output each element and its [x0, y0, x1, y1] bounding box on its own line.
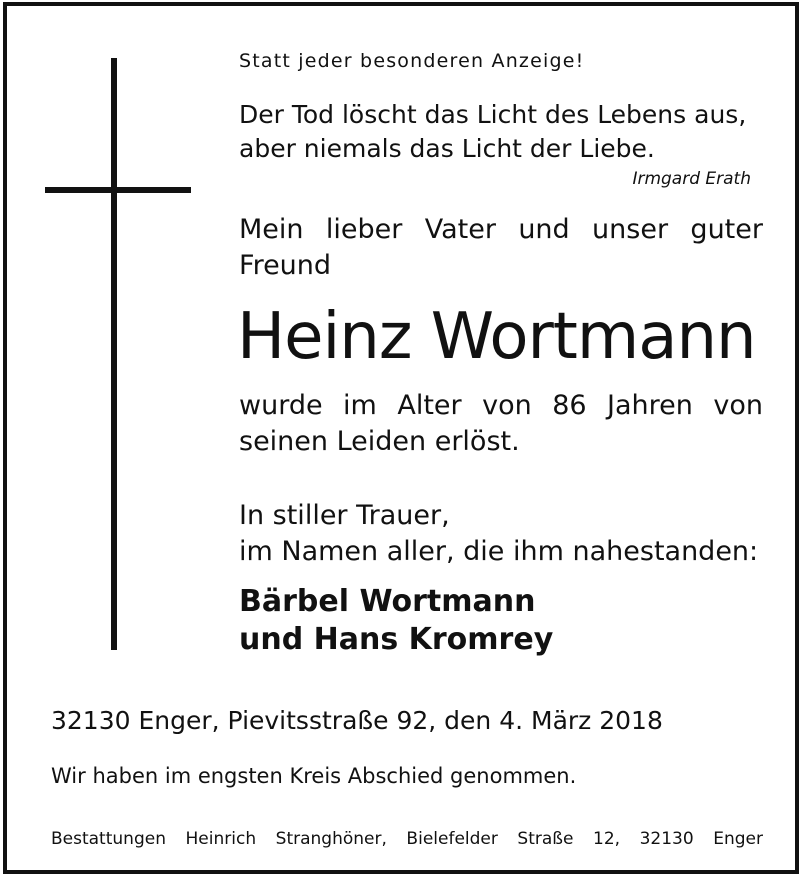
quote-author: Irmgard Erath [632, 169, 751, 189]
quote-line-1: Der Tod löscht das Licht des Lebens aus, [239, 100, 747, 129]
deceased-name: Heinz Wortmann [237, 300, 756, 374]
header-notice: Statt jeder besonderen Anzeige! [239, 50, 585, 72]
intro-line-2: Freund [239, 250, 332, 281]
intro-line-1: Mein lieber Vater und unser guter [239, 214, 763, 245]
farewell-note: Wir haben im engsten Kreis Abschied genommen. [51, 764, 577, 788]
undertaker-info: Bestattungen Heinrich Stranghöner, Bielefelder Straße 12, 32130 Enger [51, 829, 763, 849]
cross-vertical-bar [111, 58, 117, 650]
age-line-2: seinen Leiden erlöst. [239, 426, 520, 457]
cross-horizontal-bar [45, 187, 191, 193]
mourner-name-2: und Hans Kromrey [239, 622, 554, 657]
age-line-1: wurde im Alter von 86 Jahren von [239, 390, 763, 421]
mourning-line-1: In stiller Trauer, [239, 500, 450, 531]
place-and-date: 32130 Enger, Pievitsstraße 92, den 4. März 2018 [51, 706, 663, 735]
mourner-name-1: Bärbel Wortmann [239, 584, 536, 619]
quote-line-2: aber niemals das Licht der Liebe. [239, 134, 655, 163]
mourning-line-2: im Namen aller, die ihm nahestanden: [239, 536, 759, 567]
obituary-card [3, 2, 799, 874]
